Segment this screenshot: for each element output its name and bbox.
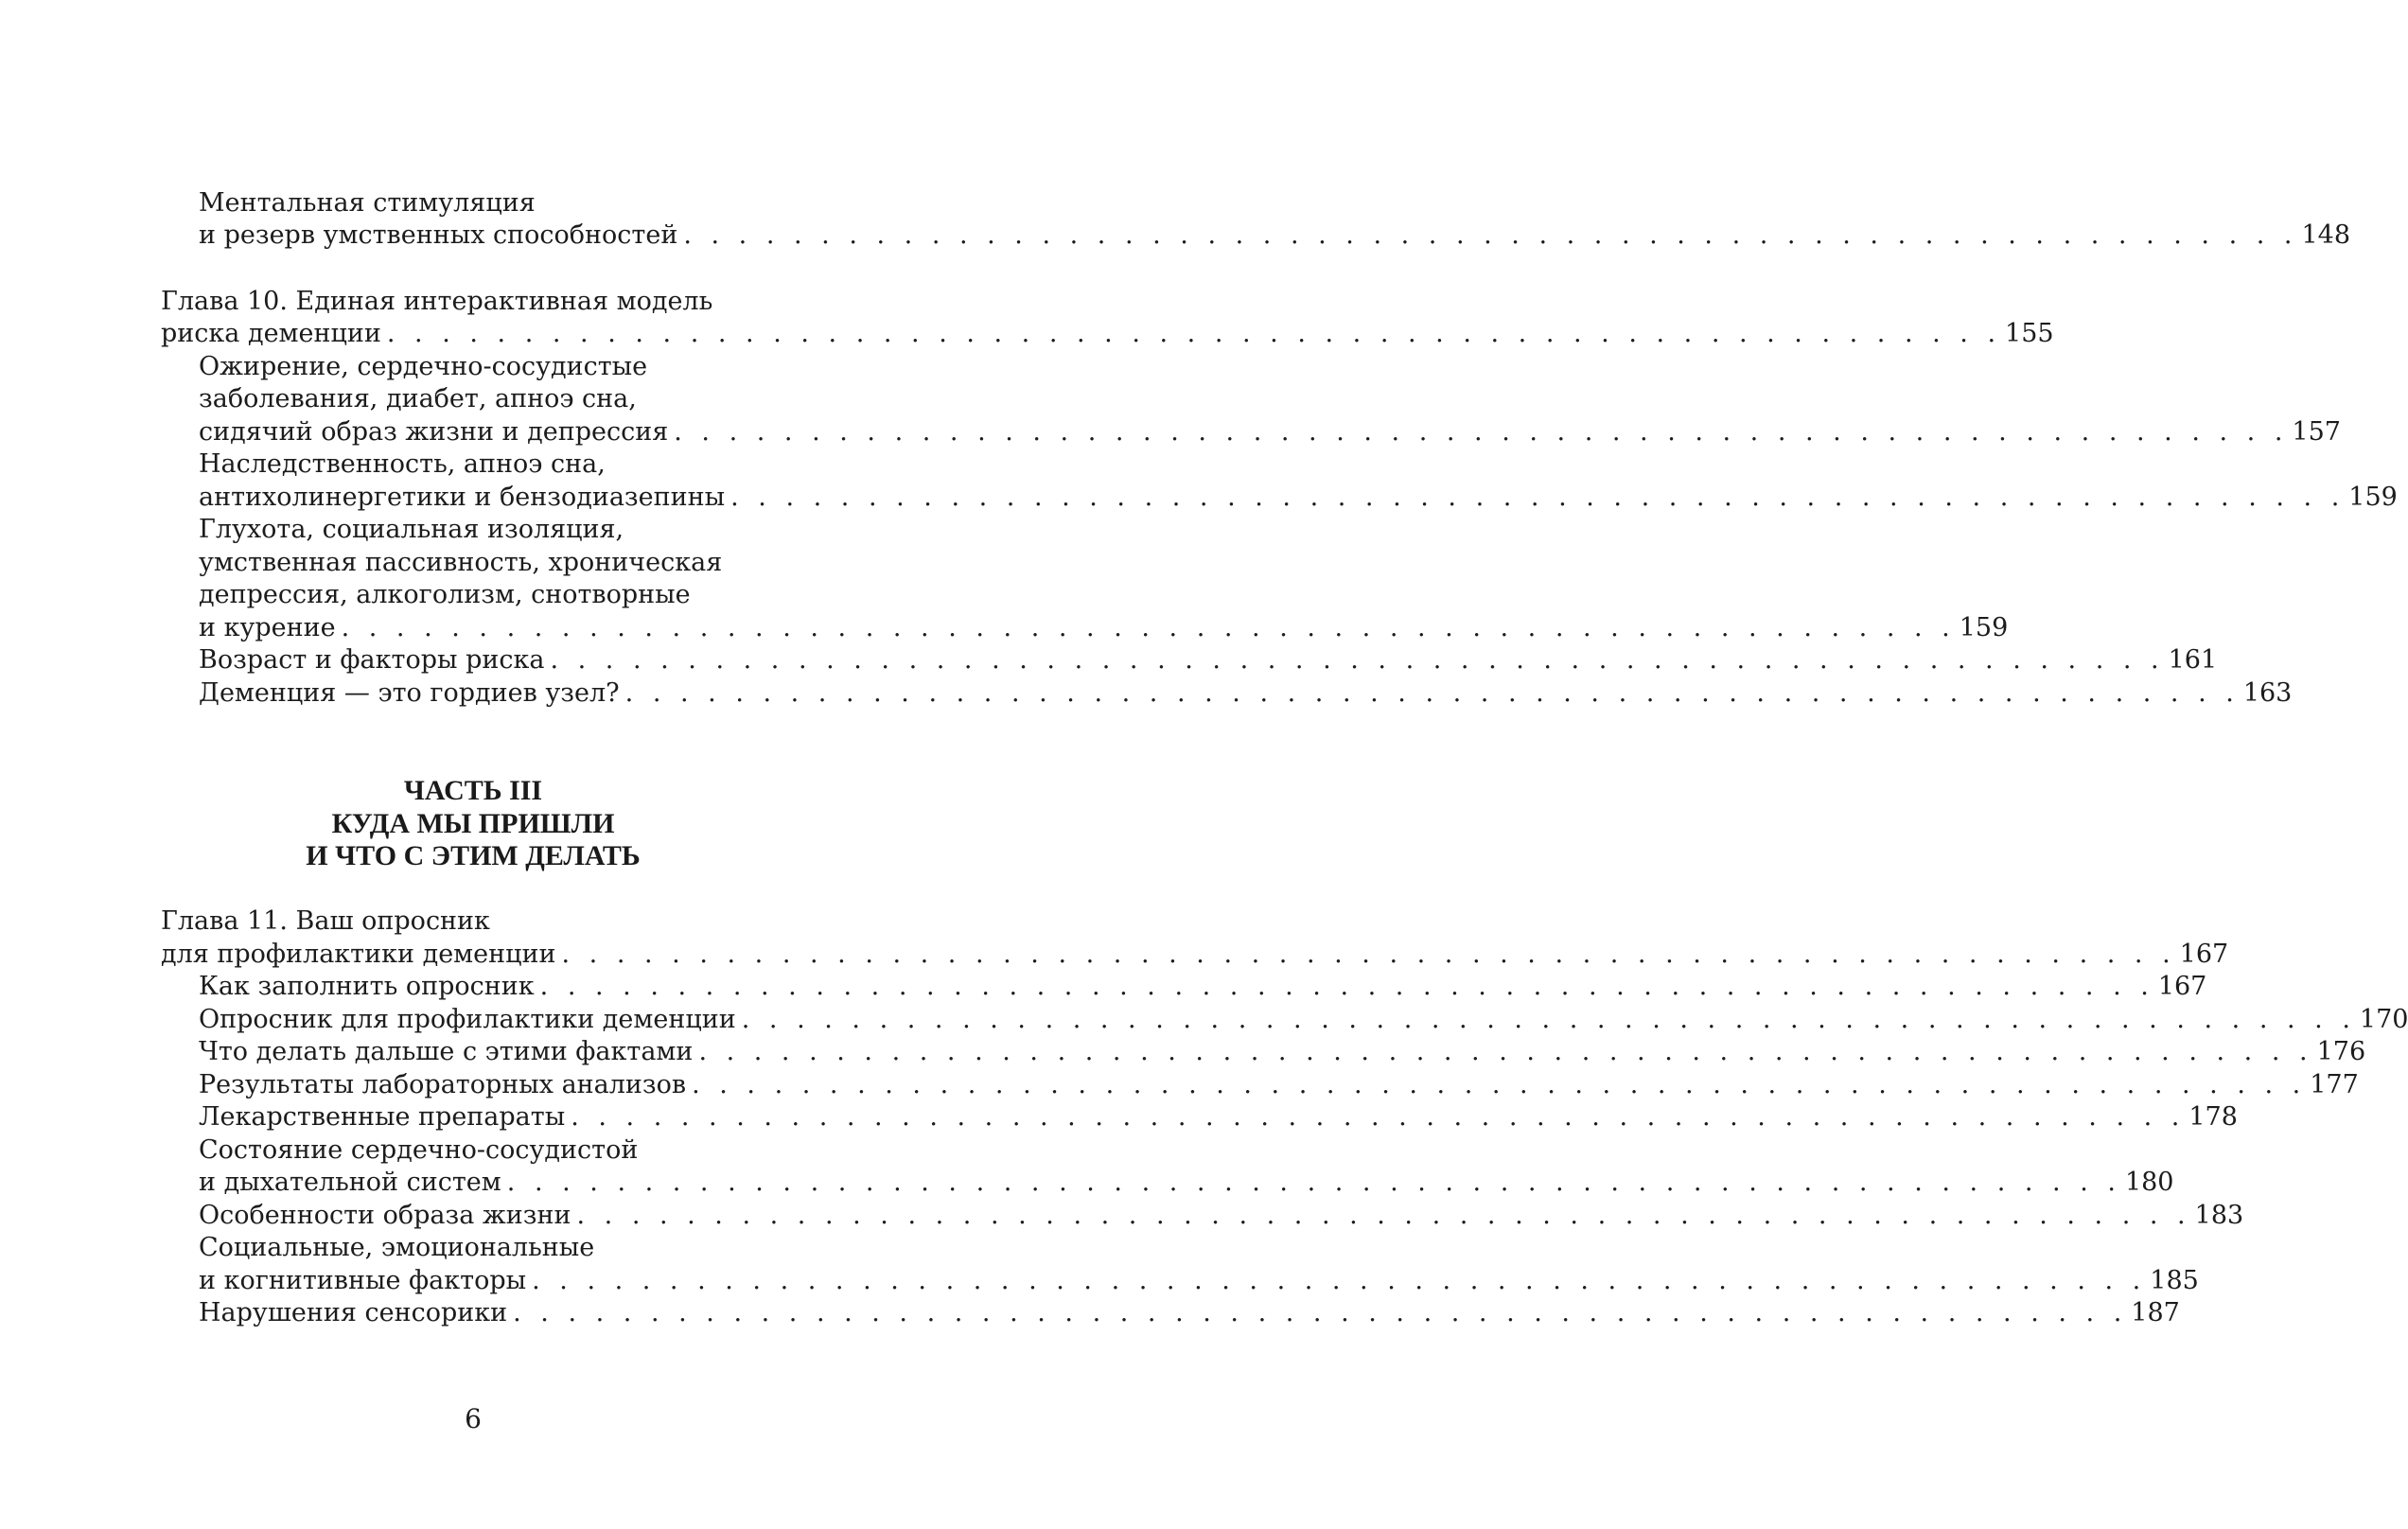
toc-page-number: 159 (1959, 613, 2009, 642)
toc-entry-age-risk[interactable] (199, 643, 2218, 677)
dot-leader: . . . . . . . . . . . . . . . . . . . . . . . . . . . . . . . . . . . . . . . . . . . . . . . . . . . . . . . . . . . (576, 1201, 2191, 1230)
toc-entry-text: и резерв умственных способностей (199, 220, 678, 250)
toc-chapter-10-title-line1: Глава 10. Единая интерактивная модель (161, 287, 713, 316)
toc-page-number: 148 (2301, 220, 2351, 250)
part-3-heading-line3: И ЧТО С ЭТИМ ДЕЛАТЬ (306, 840, 641, 871)
toc-entry-text: для профилактики деменции (161, 940, 556, 969)
toc-entry-text: Опросник для профилактики деменции (199, 1005, 736, 1034)
toc-chapter-11-title-line1: Глава 11. Ваш опросник (161, 906, 490, 936)
dot-leader: . . . . . . . . . . . . . . . . . . . . . . . . . . . . . . . . . . . . . . . . . . . . . . . . . . . . . . . . . . . (741, 1005, 2356, 1034)
dot-leader: . . . . . . . . . . . . . . . . . . . . . . . . . . . . . . . . . . . . . . . . . . . . . . . . . . . . . . . . . . . (506, 1168, 2121, 1197)
part-3-heading-line1: ЧАСТЬ III (403, 775, 543, 806)
toc-entry-text: Особенности образа жизни (199, 1201, 571, 1230)
toc-entry-social-line1: Социальные, эмоциональные (199, 1233, 595, 1262)
toc-page-number: 167 (2157, 972, 2207, 1001)
toc-entry-deafness-line2: умственная пассивность, хроническая (199, 548, 723, 577)
toc-entry-cardio[interactable] (199, 1166, 2174, 1200)
toc-entry-text: Что делать дальше с этими фактами (199, 1037, 694, 1066)
toc-entry-text: Нарушения сенсорики (199, 1298, 508, 1327)
toc-page-number: 178 (2188, 1102, 2238, 1132)
dot-leader: . . . . . . . . . . . . . . . . . . . . . . . . . . . . . . . . . . . . . . . . . . . . . . . . . . . . . . . . . . . (683, 220, 2298, 250)
toc-page-number: 185 (2150, 1266, 2199, 1295)
toc-entry-heredity[interactable] (199, 481, 2398, 515)
toc-page-number: 155 (2005, 319, 2054, 348)
toc-entry-deafness-line1: Глухота, социальная изоляция, (199, 515, 624, 544)
dot-leader: . . . . . . . . . . . . . . . . . . . . . . . . . . . . . . . . . . . . . . . . . . . . . . . . . . . . . . . . . . . (539, 972, 2154, 1001)
page-number: 6 (465, 1403, 482, 1434)
toc-page-number: 170 (2359, 1005, 2408, 1034)
toc-entry-gordian-knot[interactable] (199, 677, 2293, 711)
dot-leader: . . . . . . . . . . . . . . . . . . . . . . . . . . . . . . . . . . . . . . . . . . . . . . . . . . . . . . . . . . . (532, 1266, 2147, 1295)
toc-page-number: 159 (2348, 483, 2398, 512)
toc-entry-questionnaire[interactable] (199, 1003, 2408, 1037)
toc-entry-how-to-fill[interactable] (199, 970, 2207, 1004)
toc-page-number: 161 (2168, 645, 2218, 675)
dot-leader: . . . . . . . . . . . . . . . . . . . . . . . . . . . . . . . . . . . . . . . . . . . . . . . . . . . . . . . . . . . (692, 1070, 2307, 1099)
toc-entry-text: и курение (199, 613, 336, 642)
dot-leader: . . . . . . . . . . . . . . . . . . . . . . . . . . . . . . . . . . . . . . . . . . . . . . . . . . . . . . . . . . . (386, 319, 2002, 348)
toc-page-number: 176 (2316, 1037, 2366, 1066)
toc-chapter-11[interactable] (161, 938, 2229, 972)
toc-entry-deafness[interactable] (199, 611, 2009, 645)
toc-entry-medications[interactable] (199, 1100, 2238, 1134)
toc-entry-what-next[interactable] (199, 1035, 2366, 1069)
toc-entry-cardio-line1: Состояние сердечно-сосудистой (199, 1135, 639, 1165)
toc-entry-lab-results[interactable] (199, 1068, 2359, 1102)
dot-leader: . . . . . . . . . . . . . . . . . . . . . . . . . . . . . . . . . . . . . . . . . . . . . . . . . . . . . . . . . . . (550, 645, 2165, 675)
toc-entry-text: антихолинергетики и бензодиазепины (199, 483, 726, 512)
toc-page-number: 163 (2242, 678, 2293, 708)
toc-entry-text: сидячий образ жизни и депрессия (199, 417, 669, 447)
toc-entry-text: и дыхательной систем (199, 1168, 501, 1197)
toc-entry-text: Как заполнить опросник (199, 972, 535, 1001)
toc-entry-text: Лекарственные препараты (199, 1102, 566, 1132)
toc-entry-text: риска деменции (161, 319, 381, 348)
toc-entry-heredity-line1: Наследственность, апноэ сна, (199, 449, 606, 479)
dot-leader: . . . . . . . . . . . . . . . . . . . . . . . . . . . . . . . . . . . . . . . . . . . . . . . . . . . . . . . . . . . (730, 483, 2346, 512)
toc-page-number: 157 (2292, 417, 2341, 447)
dot-leader: . . . . . . . . . . . . . . . . . . . . . . . . . . . . . . . . . . . . . . . . . . . . . . . . . . . . . . . . . . . (513, 1298, 2128, 1327)
dot-leader: . . . . . . . . . . . . . . . . . . . . . . . . . . . . . . . . . . . . . . . . . . . . . . . . . . . . . . . . . . . (624, 678, 2240, 708)
toc-entry-obesity-line2: заболевания, диабет, апноэ сна, (199, 384, 637, 413)
toc-entry-obesity-line1: Ожирение, сердечно-сосудистые (199, 352, 648, 381)
toc-page-number: 167 (2179, 940, 2229, 969)
dot-leader: . . . . . . . . . . . . . . . . . . . . . . . . . . . . . . . . . . . . . . . . . . . . . . . . . . . . . . . . . . . (341, 613, 1956, 642)
part-3-heading-line2: КУДА МЫ ПРИШЛИ (331, 808, 615, 839)
toc-page-number: 177 (2310, 1070, 2359, 1099)
toc-page-number: 187 (2131, 1298, 2180, 1327)
toc-page-number: 183 (2194, 1201, 2244, 1230)
toc-entry-sensory[interactable] (199, 1296, 2180, 1330)
toc-entry-mental-stimulation-line1: Ментальная стимуляция (199, 188, 536, 218)
toc-page-number: 180 (2124, 1168, 2174, 1197)
toc-entry-obesity[interactable] (199, 415, 2341, 449)
dot-leader: . . . . . . . . . . . . . . . . . . . . . . . . . . . . . . . . . . . . . . . . . . . . . . . . . . . . . . . . . . . (571, 1102, 2186, 1132)
toc-entry-deafness-line3: депрессия, алкоголизм, снотворные (199, 580, 691, 609)
dot-leader: . . . . . . . . . . . . . . . . . . . . . . . . . . . . . . . . . . . . . . . . . . . . . . . . . . . . . . . . . . . (698, 1037, 2313, 1066)
dot-leader: . . . . . . . . . . . . . . . . . . . . . . . . . . . . . . . . . . . . . . . . . . . . . . . . . . . . . . . . . . . (674, 417, 2289, 447)
toc-entry-text: Результаты лабораторных анализов (199, 1070, 687, 1099)
dot-leader: . . . . . . . . . . . . . . . . . . . . . . . . . . . . . . . . . . . . . . . . . . . . . . . . . . . . . . . . . . . (561, 940, 2176, 969)
toc-entry-social[interactable] (199, 1264, 2199, 1298)
toc-entry-text: и когнитивные факторы (199, 1266, 527, 1295)
toc-entry-text: Возраст и факторы риска (199, 645, 545, 675)
toc-entry-text: Деменция — это гордиев узел? (199, 678, 620, 708)
toc-entry-mental-stimulation[interactable] (199, 219, 2351, 253)
toc-entry-lifestyle[interactable] (199, 1199, 2244, 1233)
toc-chapter-10[interactable] (161, 317, 2054, 351)
